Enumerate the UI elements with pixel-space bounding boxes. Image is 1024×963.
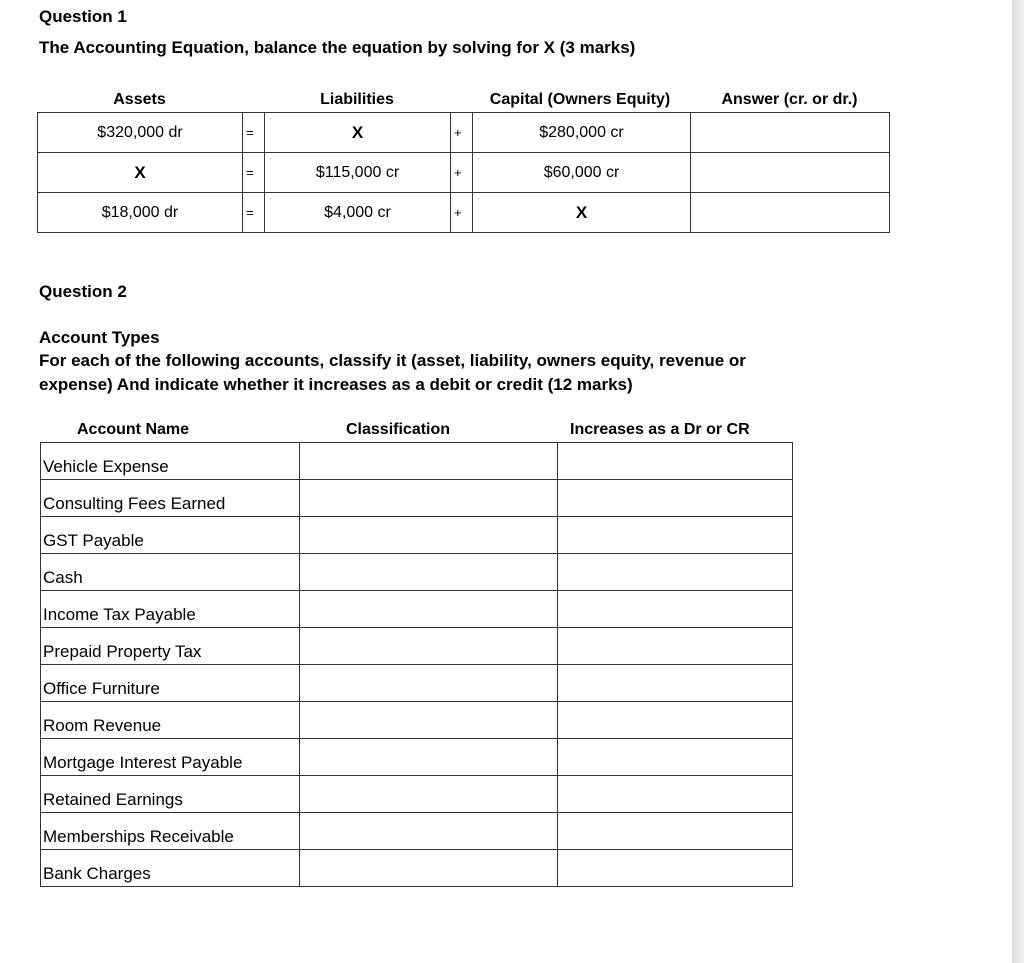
assets-cell: $18,000 dr [38,193,243,233]
increases-cell[interactable] [558,443,793,480]
increases-cell[interactable] [558,517,793,554]
account-name-cell: Memberships Receivable [41,813,300,850]
question1-instruction: The Accounting Equation, balance the equation by solving for X (3 marks) [39,38,636,57]
classification-cell[interactable] [300,776,558,813]
increases-cell[interactable] [558,480,793,517]
classification-cell[interactable] [300,554,558,591]
question2-instruction-line1: For each of the following accounts, classify it (asset, liability, owners equity, revenue or [39,351,746,370]
equation-row [38,193,890,233]
increases-header: Increases as a Dr or CR [570,421,750,438]
increases-cell[interactable] [558,554,793,591]
capital-cell: $280,000 cr [473,113,691,153]
increases-cell[interactable] [558,776,793,813]
account-row [41,702,793,739]
account-row [41,443,793,480]
assets-cell: $320,000 dr [38,113,243,153]
account-row [41,591,793,628]
account-name-cell: Retained Earnings [41,776,300,813]
answer-cell[interactable] [691,113,890,153]
capital-cell: X [473,193,691,233]
account-row [41,628,793,665]
liabilities-cell: $115,000 cr [265,153,451,193]
page-edge-shadow [1012,0,1024,963]
account-row [41,813,793,850]
answer-cell[interactable] [691,153,890,193]
increases-cell[interactable] [558,813,793,850]
account-name-cell: Income Tax Payable [41,591,300,628]
classification-header: Classification [346,421,451,438]
capital-header: Capital (Owners Equity) [489,91,671,108]
classification-cell[interactable] [300,480,558,517]
question2-instruction-line2: expense) And indicate whether it increases as a debit or credit (12 marks) [39,375,633,394]
account-name-cell: GST Payable [41,517,300,554]
classification-cell[interactable] [300,665,558,702]
answer-cell[interactable] [691,193,890,233]
account-name-cell: Cash [41,554,300,591]
answer-header: Answer (cr. or dr.) [721,91,858,108]
account-name-cell: Room Revenue [41,702,300,739]
accounting-equation-table [37,112,890,233]
equation-row [38,113,890,153]
increases-cell[interactable] [558,591,793,628]
account-row [41,739,793,776]
equation-row [38,153,890,193]
account-name-cell: Consulting Fees Earned [41,480,300,517]
account-name-cell: Office Furniture [41,665,300,702]
equals-sign: = [243,193,265,233]
account-row [41,665,793,702]
capital-cell: $60,000 cr [473,153,691,193]
account-row [41,554,793,591]
question2-heading: Question 2 [39,282,127,301]
plus-sign: + [451,153,473,193]
equals-sign: = [243,153,265,193]
account-name-cell: Bank Charges [41,850,300,887]
increases-cell[interactable] [558,665,793,702]
classification-cell[interactable] [300,443,558,480]
assets-cell: X [38,153,243,193]
account-name-cell: Vehicle Expense [41,443,300,480]
classification-cell[interactable] [300,628,558,665]
increases-cell[interactable] [558,850,793,887]
classification-cell[interactable] [300,591,558,628]
liabilities-cell: X [265,113,451,153]
assets-header: Assets [113,91,166,108]
increases-cell[interactable] [558,628,793,665]
equals-sign: = [243,113,265,153]
account-row [41,850,793,887]
plus-sign: + [451,193,473,233]
account-row [41,480,793,517]
liabilities-cell: $4,000 cr [265,193,451,233]
account-types-subheading: Account Types [39,328,160,347]
classification-cell[interactable] [300,739,558,776]
classification-cell[interactable] [300,702,558,739]
classification-cell[interactable] [300,813,558,850]
increases-cell[interactable] [558,702,793,739]
account-name-cell: Mortgage Interest Payable [41,739,300,776]
account-name-header: Account Name [77,421,190,438]
plus-sign: + [451,113,473,153]
account-name-cell: Prepaid Property Tax [41,628,300,665]
question1-heading: Question 1 [39,7,127,26]
account-row [41,517,793,554]
account-row [41,776,793,813]
classification-cell[interactable] [300,850,558,887]
liabilities-header: Liabilities [320,91,394,108]
increases-cell[interactable] [558,739,793,776]
account-types-table [40,442,793,887]
classification-cell[interactable] [300,517,558,554]
